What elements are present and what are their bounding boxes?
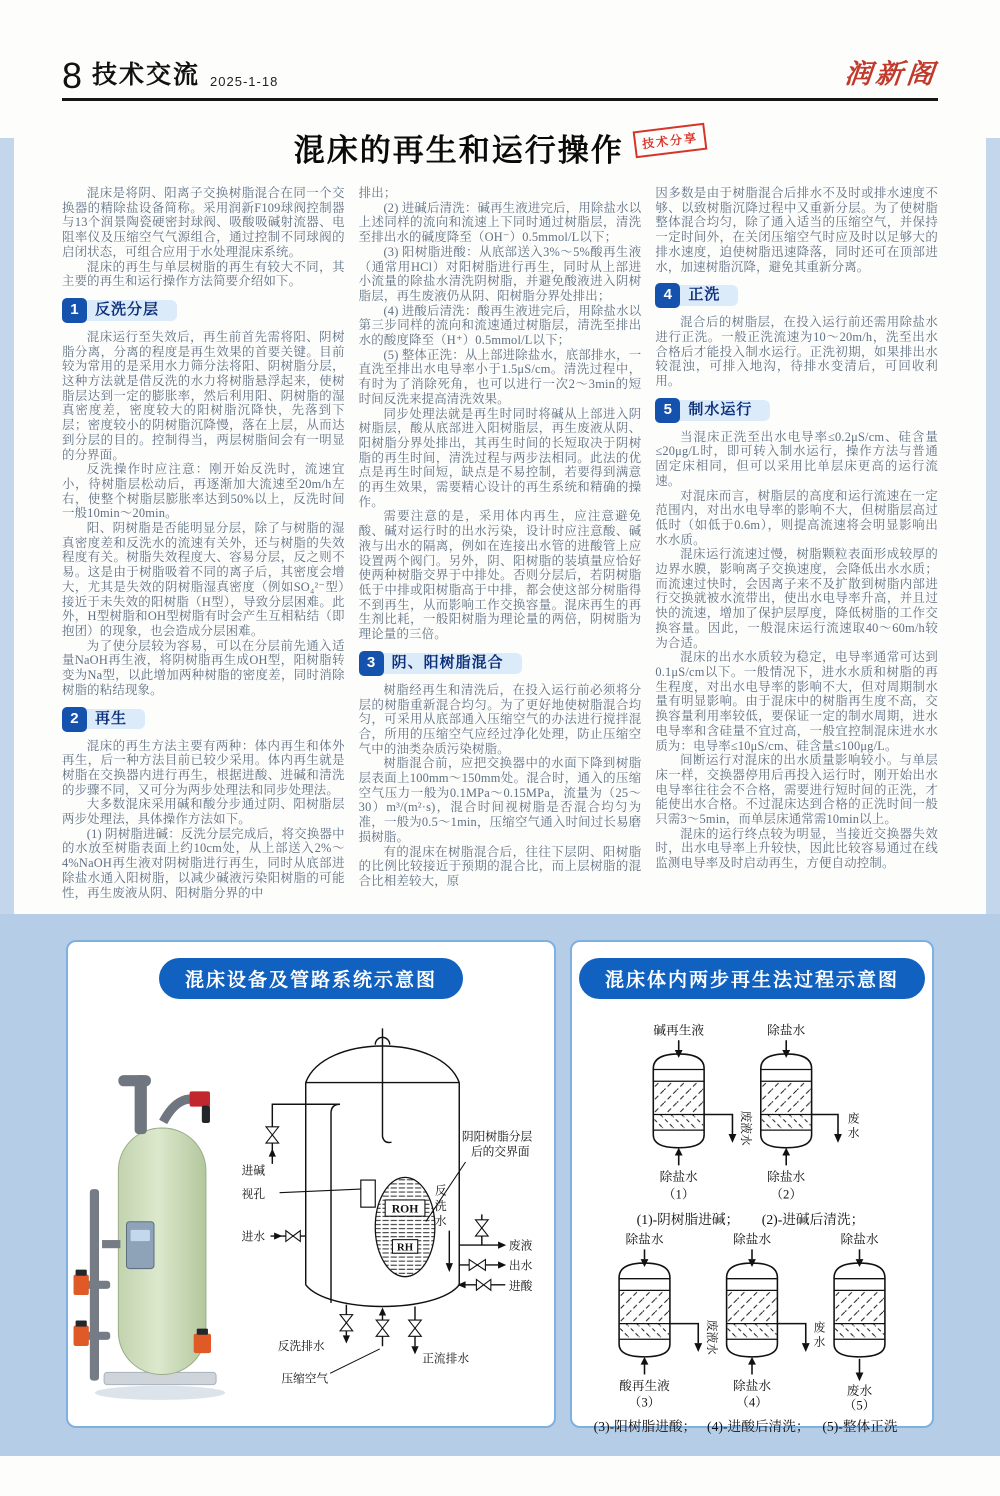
paragraph: 为了使分层较为容易，可以在分层前先通入适量NaOH再生液，将阴树脂再生成OH型，阳树脂转变为Na型，以此增加两种树脂的密度差，同时消除树脂的粘结现象。 <box>62 638 345 697</box>
section-header-5 <box>655 398 938 423</box>
valve-handle <box>76 1270 87 1276</box>
label-backwash-char: 洗 <box>434 1200 447 1214</box>
photo-shadow <box>95 1386 225 1400</box>
paragraph: 间断运行对混床的出水质量影响较小。与单层床一样，交换器停用后再投入运行时，刚开始出水电导率往往会不合格，需要进行短时间的正洗，才能使出水合格。不过混床达到合格的正洗时间一般只需3～5min，而单层床通常需10min以上。 <box>655 753 939 827</box>
v5-number: （5） <box>843 1398 876 1413</box>
paragraph: 有的混床在树脂混合后，往往下层阴、阳树脂的比例比较接近于预期的混合比，而上层树脂的混合比相差较大，原 <box>358 844 642 888</box>
v1-top-label: 碱再生液 <box>653 1023 705 1038</box>
column-3 <box>655 186 938 900</box>
paragraph: 混床是将阴、阳离子交换树脂混合在同一个交换器的精除盐设备简称。采用润新F109球阀控制器与13个润景陶瓷硬密封球阀、吸酸吸碱射流器、电阻率仪及压缩空气气源组合，通过控制不同球阀的启闭状态，可组合应用于水处理混床系统。 <box>62 186 345 259</box>
brand-logo-text: 润新阁 <box>843 59 940 90</box>
section-number: 1 <box>62 298 87 323</box>
valve-nozzle <box>202 1106 210 1123</box>
mixed-bed-equipment-photo <box>72 1069 238 1405</box>
equipment-diagram-panel <box>66 940 556 1428</box>
vessel-3 <box>619 1263 670 1357</box>
v3-number: （3） <box>628 1395 661 1410</box>
paragraph: 混合后的树脂层，在投入运行前还需用除盐水进行正洗。一般正洗流速为10～20m/h，洗至出水合格后才能投入制水运行。正洗初期，如果排出水较混浊，可排入地沟，待排水变清后，可回收利用。 <box>655 315 939 389</box>
label-waste-liquid: 废液 <box>508 1239 533 1253</box>
v1-number: （1） <box>662 1187 695 1202</box>
section-header-1 <box>62 298 345 323</box>
label-backwash-char: 水 <box>434 1215 447 1229</box>
paragraph: 对混床而言，树脂层的高度和运行流速在一定范围内，对出水电导率的影响不大，但树脂层高过低时（如低于0.6m），则提高流速将会明显影响出水水质。 <box>655 488 939 547</box>
paragraph: 同步处理法就是再生时同时将碱从上部进入阴树脂层，酸从底部进入阳树脂层，再生废液从阴、阳树脂分界处排出，其再生时间的长短取决于阴树脂的再生时间，清洗过程与两步法相同。此法的优点是再生时间短，缺点是不易控制，若要得到满意的再生效果，需要精心设计的再生系统和精确的操作。 <box>358 406 642 509</box>
v5-top-label: 除盐水 <box>840 1232 879 1247</box>
label-acid-in: 进酸 <box>508 1280 533 1294</box>
paragraph: 混床的再生与单层树脂的再生有较大不同，其主要的再生和运行操作方法简要介绍如下。 <box>62 259 345 289</box>
paragraph: 混床运行至失效后，再生前首先需将阳、阴树脂分离，分离的程度是再生效果的首要关键。目前较为常用的是采用水力筛分法将阳、阴树脂分层，这种方法就是借反洗的水力将树脂悬浮起来，使树脂层达到一定的膨胀率，然后利用阳、阴树脂的湿真密度差，密度较大的阳树脂沉降快，先落到下层；密度较小的阴树脂沉降慢，落在上层，从而达到分层的目的。控制得当，两层树脂间会有一明显的分界面。 <box>62 329 345 462</box>
v2-side-char: 水 <box>847 1127 860 1141</box>
valve-handle <box>197 1329 208 1335</box>
caption-step-4: (4)-进酸后清洗； <box>707 1419 810 1435</box>
label-rh: RH <box>396 1241 414 1254</box>
paragraph: 混床的出水水质较为稳定，电导率通常可达到0.1μS/cm以下。一般情况下，进水水质和树脂的再生程度，对出水电导率的影响不大，但对周期制水量有明显影响。由于混床中的树脂再生度不高，交换容量利用率较低，要保证一定的制水周期，进水电导率和含硅量不宜过高，一般宜控制混床进水水质为：电导率≤10μS/cm、硅含量≤100μg/L。 <box>655 650 939 753</box>
section-header-3 <box>359 651 642 676</box>
paragraph: 混床的再生方法主要有两种：体内再生和体外再生，后一种方法目前已较少采用。体内再生就是树脂在交换器内进行再生，根据进酸、进碱和清洗的步骤不同，又可分为两步处理法和同步处理法。 <box>62 738 345 797</box>
section-title: 阴、阳树脂混合 <box>379 653 522 674</box>
controller-screen <box>131 1230 150 1241</box>
caption-step-1: (1)-阴树脂进碱； <box>636 1212 740 1228</box>
valve-handle <box>76 1321 87 1327</box>
vessel-1 <box>653 1054 704 1148</box>
v4-side-char: 废 <box>813 1321 826 1335</box>
diagram-band <box>0 914 1000 1456</box>
section-title: 再生 <box>82 709 145 730</box>
column-2 <box>359 186 642 900</box>
two-step-regeneration-diagram <box>580 1007 924 1437</box>
vessel-5 <box>834 1263 885 1357</box>
v4-top-label: 除盐水 <box>732 1232 772 1247</box>
v4-side-char: 水 <box>813 1336 826 1350</box>
mixed-bed-piping-schematic <box>238 1003 536 1405</box>
paragraph: 混床运行流速过慢，树脂颗粒表面形成较厚的边界水膜，影响离子交换速度，会降低出水水质；而流速过快时，会因离子来不及扩散到树脂内部进行交换就被水流带出，使出水电导率升高，并且过快的流速，增加了保护层厚度，降低树脂的工作交换容量。因此，一般混床运行流速取40～60m/h较为合适。 <box>655 547 939 650</box>
label-interface-1: 阴阳树脂分层 <box>461 1130 533 1144</box>
elbow-pipe <box>118 1075 151 1086</box>
paragraph: 树脂混合前，应把交换器中的水面下降到树脂层表面上100mm～150mm处。混合时，通入的压缩空气压力一般为0.1MPa～0.15MPa，流量为（25～30）m³/(m²·s)，混合时间视树脂是否混合均匀为准，一般为0.5～1min，压缩空气通入时间过长易磨损树脂。 <box>358 756 642 844</box>
orange-valve <box>74 1275 89 1295</box>
section-header-2 <box>62 707 345 732</box>
section-header-4 <box>655 283 938 308</box>
label-alkali-in: 进碱 <box>241 1164 266 1178</box>
paragraph: 需要注意的是，采用体内再生，应注意避免酸、碱对运行时的出水污染，设计时应注意酸、碱液与出水的隔离，例如在连接出水管的进酸管上应设置两个阀门。另外，阴、阳树脂的装填量应恰好使两种树脂交界于中排处。否则分层后，若阴树脂低于中排或阳树脂高于中排，都会使这部分树脂得不到再生，从而影响工作交换容量。混床再生的再生剂比耗，一般阳树脂为理论量的两倍，阴树脂为理论量的三倍。 <box>358 509 642 642</box>
orange-valve <box>194 1334 211 1353</box>
v2-side-char: 废 <box>847 1112 860 1126</box>
controller-box <box>126 1222 153 1269</box>
v4-number: （4） <box>736 1395 768 1410</box>
article-body <box>62 186 938 900</box>
left-panel-body <box>72 1003 550 1405</box>
paragraph: 树脂经再生和清洗后，在投入运行前必须将分层的树脂重新混合均匀。为了更好地使树脂混合均匀，可采用从底部通入压缩空气的办法进行搅拌混合，所用的压缩空气应经过净化处理，防止压缩空气中的油类杂质污染树脂。 <box>358 682 642 756</box>
v5-bottom-label: 废水 <box>846 1384 873 1399</box>
label-roh: ROH <box>391 1202 419 1216</box>
v3-bottom-label: 酸再生液 <box>619 1379 670 1394</box>
masthead <box>62 52 938 101</box>
paragraph: 反洗操作时应注意：刚开始反洗时，流速宜小，待树脂层松动后，再逐渐加大流速至20m/h左右，使整个树脂层膨胀率达到50%以上，反洗时间一般10min～20min。 <box>62 462 345 521</box>
label-backwash-char: 反 <box>434 1184 447 1198</box>
vessel-2 <box>761 1054 812 1148</box>
section-number: 5 <box>655 398 680 423</box>
section-number: 4 <box>655 283 680 308</box>
paragraph: (3) 阳树脂进酸：从底部送入3%～5%酸再生液（通常用HCl）对阳树脂进行再生，同时从上部进小流量的除盐水清洗阴树脂，并避免酸液进入阴树脂层，再生废液仍从阴、阳树脂分界处排出； <box>358 244 642 303</box>
label-sight-hole: 视孔 <box>241 1188 266 1202</box>
section-title: 正洗 <box>675 285 738 306</box>
paragraph: 混床的运行终点较为明显，当接近交换器失效时，出水电导率上升较快，因此比较容易通过在线监测电导率及时启动再生，方便自动控制。 <box>655 826 939 871</box>
label-interface-2: 后的交界面 <box>470 1145 530 1159</box>
section-number: 3 <box>359 651 384 676</box>
label-water-in: 进水 <box>241 1230 266 1244</box>
resin-bed <box>375 1178 435 1277</box>
left-panel-title: 混床设备及管路系统示意图 <box>159 958 463 999</box>
issue-date: 2025-1-18 <box>210 74 279 89</box>
label-water-out: 出水 <box>508 1259 533 1273</box>
label-backwash-drain: 反洗排水 <box>277 1340 325 1354</box>
paragraph: 大多数混床采用碱和酸分步通过阴、阳树脂层两步处理法，具体操作方法如下。 <box>62 797 345 827</box>
v1-side-label: 废液水 <box>739 1110 753 1146</box>
v2-top-label: 除盐水 <box>767 1023 806 1038</box>
regeneration-process-panel <box>570 940 934 1435</box>
paragraph: 排出； <box>358 186 397 200</box>
paragraph: (4) 进酸后清洗：酸再生液进完后，用除盐水以第三步同样的流向和流速通过树脂层，清洗至排出水的酸度降至（H⁺）0.5mmol/L以下； <box>358 303 642 348</box>
pipe-stub <box>102 1240 120 1248</box>
vessel-4 <box>727 1263 778 1357</box>
paragraph: (5) 整体正洗：从上部进除盐水，底部排水，一直洗至排出水电导率小于1.5μS/cm。清洗过程中，有时为了消除死角，也可以进行一次2～3min的短时间反洗来提高清洗效果。 <box>358 347 642 406</box>
paragraph: (1) 阴树脂进碱：反洗分层完成后，将交换器中的水放至树脂表面上约10cm处，从上部送入2%～4%NaOH再生液对阴树脂进行再生，同时从底部进除盐水通入阳树脂，以减少碱液污染阳树脂的可能性，再生废液从阴、阳树脂分界的中 <box>62 826 345 900</box>
page-number: 8 <box>62 55 83 96</box>
v3-top-label: 除盐水 <box>625 1232 664 1247</box>
v2-bottom-label: 除盐水 <box>767 1170 806 1185</box>
paragraph: (2) 进碱后清洗：碱再生液进完后，用除盐水以上述同样的流向和流速上下同时通过树脂层，清洗至排出水的碱度降至（OH⁻）0.5mmol/L以下； <box>358 200 642 245</box>
article-title-row <box>0 125 1000 170</box>
tech-share-stamp: 技术分享 <box>633 123 708 159</box>
paragraph: 当混床正洗至出水电导率≤0.2μS/cm、硅含量≤20μg/L时，即可转入制水运行，操作方法与普通固定床相同，但可以采用比单层床更高的运行流速。 <box>655 429 939 488</box>
article-title: 混床的再生和运行操作 <box>293 133 624 168</box>
v4-bottom-label: 除盐水 <box>732 1379 772 1394</box>
label-compressed-air: 压缩空气 <box>281 1372 329 1386</box>
caption-step-5: (5)-整体正洗 <box>822 1419 898 1435</box>
v2-number: （2） <box>770 1187 803 1202</box>
orange-valve <box>74 1326 89 1346</box>
control-valve-red <box>190 1092 210 1107</box>
section-name: 技术交流 <box>92 61 201 89</box>
section-title: 反洗分层 <box>82 300 177 321</box>
caption-step-2: (2)-进碱后清洗； <box>761 1212 865 1228</box>
v1-bottom-label: 除盐水 <box>659 1170 698 1185</box>
caption-step-3: (3)-阳树脂进酸； <box>593 1419 697 1435</box>
section-number: 2 <box>62 707 87 732</box>
newspaper-page <box>0 52 1000 1456</box>
section-title: 制水运行 <box>675 400 770 421</box>
paragraph: 阳、阴树脂是否能明显分层，除了与树脂的湿真密度差和反洗水的流速有关外，还与树脂的失效程度有关。树脂失效程度大、容易分层，反之则不易。这是由于树脂吸着不同的离子后，其密度会增大，尤其是失效的阴树脂湿真密度（例如SO₄²⁻型）接近于未失效的阳树脂（H型），导致分层困难。此外，H型树脂和OH型树脂有时会产生互相粘结（即抱团）的现象，也会造成分层困难。 <box>62 521 345 638</box>
column-1 <box>62 186 345 900</box>
v3-side-label: 废液水 <box>705 1319 719 1356</box>
right-panel-title: 混床体内两步再生法过程示意图 <box>579 958 925 999</box>
paragraph: 因多数是由于树脂混合后排水不及时或排水速度不够、以致树脂沉降过程中又重新分层。为了使树脂整体混合均匀，除了通入适当的压缩空气，并保持一定时间外，在关闭压缩空气时应及时以足够大的排水速度，迫使树脂迅速降落，同时还可在顶部进水，加速树脂沉降，避免其重新分离。 <box>655 186 939 274</box>
label-forward-drain: 正流排水 <box>422 1352 470 1366</box>
